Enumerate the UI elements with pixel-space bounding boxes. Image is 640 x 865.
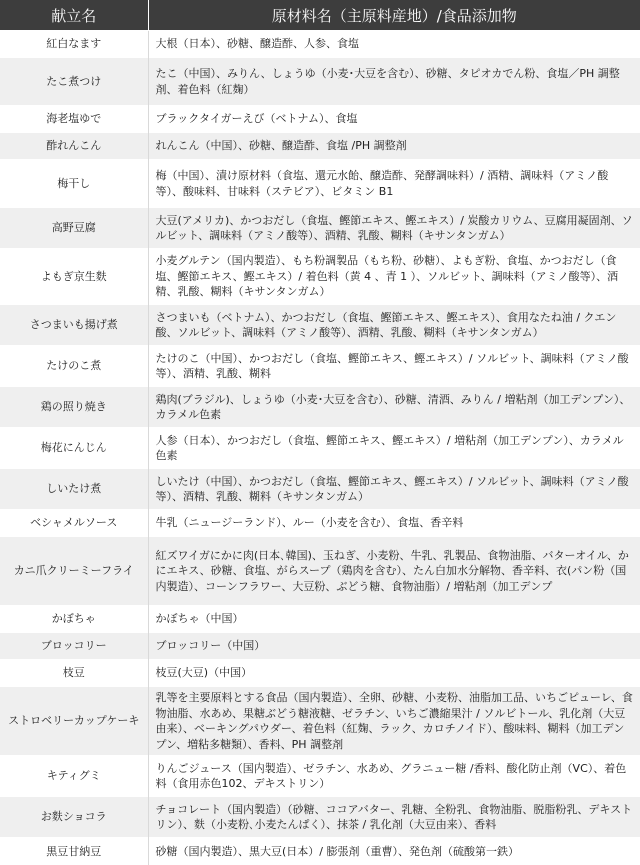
menu-name-cell: 海老塩ゆで xyxy=(0,106,148,133)
ingredients-cell: 梅（中国）、漬け原材料（食塩、還元水飴、醸造酢、発酵調味料）/ 酒精、調味料（アミノ酸等）、酸味料、甘味料（ステビア）、ビタミン B1 xyxy=(148,160,640,208)
ingredients-cell: チョコレート（国内製造）（砂糖、ココアバター、乳糖、全粉乳、食物油脂、脱脂粉乳、デキストリン）、麩（小麦粉､小麦たんぱく）、抹茶 / 乳化剤（大豆由来）、香料 xyxy=(148,797,640,838)
ingredients-cell: りんごジュース（国内製造）、ゼラチン、水あめ、グラニュー糖 /香料、酸化防止剤（VC）、着色料（食用赤色102、デキストリン） xyxy=(148,756,640,797)
ingredients-cell: 乳等を主要原料とする食品（国内製造）、全卵、砂糖、小麦粉、油脂加工品、いちごピューレ、食物油脂、水あめ、果糖ぶどう糖液糖、ゼラチン、いちご濃縮果汁 / ソルビトール、乳化剤（大豆由来）、ベーキングパウダー、着色料（紅麹、ラック、カロチノイド）、酸味料、糊料（加工デンプン、増粘多糖類）、香料、PH 調整剤 xyxy=(148,687,640,756)
menu-name-cell: たこ煮つけ xyxy=(0,58,148,106)
column-header-menu-name: 献立名 xyxy=(0,0,148,31)
ingredients-cell: 鶏肉(ブラジル)、しょうゆ（小麦･大豆を含む）、砂糖、清酒、みりん / 増粘剤（加工デンプン）、カラメル色素 xyxy=(148,387,640,428)
table-row xyxy=(0,428,640,469)
ingredients-cell: 紅ズワイガにかに肉(日本､韓国)、玉ねぎ、小麦粉、牛乳、乳製品、食物油脂、バターオイル、かにエキス、砂糖、食塩、がらスープ（鶏肉を含む）、たん白加水分解物、香辛料、衣(パン粉（国内製造）、コーンフラワー、大豆粉、ぶどう糖、食物油脂）/ 増粘剤（加工デンプ xyxy=(148,537,640,606)
table-row xyxy=(0,838,640,865)
column-header-ingredients: 原材料名（主原料産地）/食品添加物 xyxy=(148,0,640,31)
menu-name-cell: 高野豆腐 xyxy=(0,208,148,249)
menu-name-cell: ストロベリーカップケーキ xyxy=(0,687,148,756)
ingredients-cell: たけのこ（中国）、かつおだし（食塩、鰹節エキス、鰹エキス）/ ソルビット、調味料（アミノ酸等）、酒精、乳酸、糊料 xyxy=(148,346,640,387)
menu-name-cell: かぼちゃ xyxy=(0,606,148,633)
menu-name-cell: 黒豆甘納豆 xyxy=(0,838,148,865)
menu-name-cell: よもぎ京生麩 xyxy=(0,249,148,305)
table-row xyxy=(0,660,640,687)
ingredients-cell: かぼちゃ（中国） xyxy=(148,606,640,633)
menu-name-cell: しいたけ煮 xyxy=(0,469,148,510)
table-header-row xyxy=(0,0,640,31)
menu-name-cell: カニ爪クリーミーフライ xyxy=(0,537,148,606)
table-row xyxy=(0,31,640,58)
ingredients-cell: 大根（日本）、砂糖、醸造酢、人参、食塩 xyxy=(148,31,640,58)
menu-name-cell: 梅干し xyxy=(0,160,148,208)
table-row xyxy=(0,387,640,428)
table-row xyxy=(0,249,640,305)
menu-name-cell: たけのこ煮 xyxy=(0,346,148,387)
table-body xyxy=(0,31,640,865)
table-row xyxy=(0,305,640,346)
menu-name-cell: さつまいも揚げ煮 xyxy=(0,305,148,346)
ingredients-cell: ブロッコリー（中国） xyxy=(148,633,640,660)
table-row xyxy=(0,106,640,133)
menu-name-cell: 紅白なます xyxy=(0,31,148,58)
table-row xyxy=(0,346,640,387)
ingredients-cell: 大豆(アメリカ)、かつおだし（食塩、鰹節エキス、鰹エキス）/ 炭酸カリウム、豆腐用凝固剤、ソルビット、調味料（アミノ酸等）、酒精、乳酸、糊料（キサンタンガム） xyxy=(148,208,640,249)
table-row xyxy=(0,756,640,797)
table-row xyxy=(0,606,640,633)
menu-name-cell: 酢れんこん xyxy=(0,133,148,160)
ingredients-cell: しいたけ（中国）、かつおだし（食塩、鰹節エキス、鰹エキス）/ ソルビット、調味料（アミノ酸等）、酒精、乳酸、糊料（キサンタンガム） xyxy=(148,469,640,510)
table-row xyxy=(0,160,640,208)
table-row xyxy=(0,469,640,510)
table-row xyxy=(0,687,640,756)
ingredients-cell: さつまいも（ベトナム）、かつおだし（食塩、鰹節エキス、鰹エキス）、食用なたね油 / クエン酸、ソルビット、調味料（アミノ酸等）、酒精、乳酸、糊料（キサンタンガム） xyxy=(148,305,640,346)
ingredients-cell: ブラックタイガーえび（ベトナム）、食塩 xyxy=(148,106,640,133)
menu-name-cell: キティグミ xyxy=(0,756,148,797)
ingredients-cell: 人参（日本）、かつおだし（食塩、鰹節エキス、鰹エキス）/ 増粘剤（加工デンプン）、カラメル色素 xyxy=(148,428,640,469)
ingredients-cell: 小麦グルテン（国内製造）、もち粉調製品（もち粉、砂糖）、よもぎ粉、食塩、かつおだし（食塩、鰹節エキス、鰹エキス）/ 着色料（黄 4 、青 1 ）、ソルビット、調味料（アミノ酸等）、酒精、乳酸、糊料（キサンタンガム） xyxy=(148,249,640,305)
menu-name-cell: ベシャメルソース xyxy=(0,510,148,537)
table-row xyxy=(0,510,640,537)
menu-name-cell: 鶏の照り焼き xyxy=(0,387,148,428)
table-row xyxy=(0,208,640,249)
ingredients-cell: 砂糖（国内製造）、黒大豆(日本）/ 膨張剤（重曹）、発色剤（硫酸第一鉄） xyxy=(148,838,640,865)
ingredients-cell: 枝豆(大豆)（中国） xyxy=(148,660,640,687)
table-row xyxy=(0,537,640,606)
menu-name-cell: 枝豆 xyxy=(0,660,148,687)
menu-name-cell: 梅花にんじん xyxy=(0,428,148,469)
ingredients-cell: たこ（中国）、みりん、しょうゆ（小麦･大豆を含む）、砂糖、タピオカでん粉、食塩／PH 調整剤、着色料（紅麹） xyxy=(148,58,640,106)
ingredients-cell: 牛乳（ニュージーランド）、ルー（小麦を含む）、食塩、香辛料 xyxy=(148,510,640,537)
menu-name-cell: ブロッコリー xyxy=(0,633,148,660)
table-row xyxy=(0,58,640,106)
table-row xyxy=(0,633,640,660)
table-row xyxy=(0,797,640,838)
menu-name-cell: お麩ショコラ xyxy=(0,797,148,838)
table-row xyxy=(0,133,640,160)
ingredients-cell: れんこん（中国）、砂糖、醸造酢、食塩 /PH 調整剤 xyxy=(148,133,640,160)
